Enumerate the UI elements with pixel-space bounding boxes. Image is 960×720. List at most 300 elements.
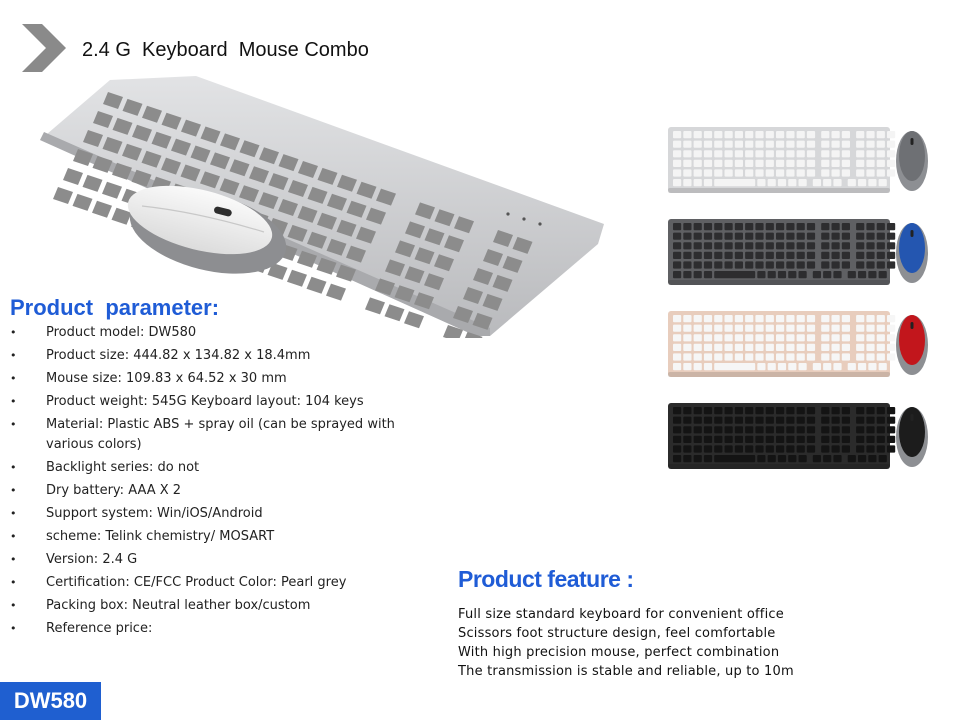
keycap <box>776 445 784 452</box>
keycap <box>745 353 753 360</box>
keycap <box>866 344 874 351</box>
keycap <box>735 325 743 332</box>
keycap <box>813 179 821 186</box>
keycap <box>856 325 864 332</box>
keycap <box>877 426 885 433</box>
keycap <box>704 169 712 176</box>
keycap <box>832 233 840 240</box>
parameter-item: • Material: Plastic ABS + spray oil (can be sprayed with various colors) <box>10 415 410 455</box>
keycap <box>866 445 874 452</box>
keycap <box>842 169 850 176</box>
keycap <box>694 436 702 443</box>
keycap <box>887 160 895 167</box>
keycap <box>887 150 895 157</box>
keycap <box>786 445 794 452</box>
keycap <box>725 325 733 332</box>
keycap <box>725 242 733 249</box>
keycap <box>832 141 840 148</box>
keycap <box>755 150 763 157</box>
keycap <box>83 175 103 192</box>
keycap <box>673 455 681 462</box>
keycap <box>768 455 776 462</box>
variant-dark-grey-image <box>666 216 930 288</box>
keycap <box>887 407 895 414</box>
keycap <box>757 363 765 370</box>
keycap <box>856 131 864 138</box>
keycap <box>694 261 702 268</box>
keycap <box>858 455 866 462</box>
keycap <box>704 179 712 186</box>
keycap <box>807 344 815 351</box>
keycap <box>866 436 874 443</box>
keycap <box>766 407 774 414</box>
keycap <box>683 315 691 322</box>
keycap <box>694 242 702 249</box>
keycap <box>745 261 753 268</box>
keycap <box>766 233 774 240</box>
keycap <box>799 179 807 186</box>
keycap <box>704 131 712 138</box>
keycap <box>832 261 840 268</box>
keycap <box>673 261 681 268</box>
keycap <box>683 233 691 240</box>
keycap <box>745 445 753 452</box>
keycap <box>786 417 794 424</box>
keycap <box>766 426 774 433</box>
variant-rose-gold-image <box>666 308 930 380</box>
keycap <box>714 315 722 322</box>
keycap <box>725 426 733 433</box>
keycap <box>832 169 840 176</box>
keycap <box>704 271 712 278</box>
keycap <box>856 334 864 341</box>
keycap <box>714 169 722 176</box>
keycap <box>856 344 864 351</box>
keycap <box>786 436 794 443</box>
keycap <box>776 436 784 443</box>
keycap <box>683 179 691 186</box>
keycap <box>799 455 807 462</box>
keycap <box>807 445 815 452</box>
keycap <box>683 436 691 443</box>
keycap <box>776 353 784 360</box>
keycap <box>683 141 691 148</box>
keycap <box>807 261 815 268</box>
parameter-item: • Version: 2.4 G <box>10 550 410 570</box>
keycap <box>755 417 763 424</box>
keycap <box>714 271 755 278</box>
keycap <box>807 315 815 322</box>
keycap <box>833 455 841 462</box>
keycap <box>714 131 722 138</box>
keycap <box>725 417 733 424</box>
keycap <box>683 261 691 268</box>
keycap <box>112 208 132 225</box>
keycap <box>786 334 794 341</box>
keycap <box>797 344 805 351</box>
keycap <box>755 242 763 249</box>
mouse-wheel <box>911 322 914 329</box>
keycap <box>807 242 815 249</box>
feature-list <box>458 605 794 681</box>
keycap <box>821 233 829 240</box>
keycap <box>776 242 784 249</box>
keycap <box>786 344 794 351</box>
keycap <box>725 445 733 452</box>
keycap <box>704 353 712 360</box>
keycap <box>673 233 681 240</box>
keycap <box>735 334 743 341</box>
keycap <box>866 252 874 259</box>
keycap <box>694 353 702 360</box>
keycap <box>868 363 876 370</box>
keycap <box>856 242 864 249</box>
keycap <box>714 417 722 424</box>
keycap <box>683 353 691 360</box>
keycap <box>832 315 840 322</box>
keycap <box>842 407 850 414</box>
keycap <box>766 169 774 176</box>
keycap <box>673 417 681 424</box>
keycap <box>842 150 850 157</box>
keycap <box>745 223 753 230</box>
keycap <box>877 344 885 351</box>
keycap <box>866 353 874 360</box>
keycap <box>797 169 805 176</box>
keycap <box>776 315 784 322</box>
keycap <box>842 160 850 167</box>
keycap <box>704 455 712 462</box>
keycap <box>821 169 829 176</box>
keycap <box>92 201 112 218</box>
keycap <box>832 150 840 157</box>
keycap <box>776 160 784 167</box>
keycap <box>887 242 895 249</box>
keycap <box>704 445 712 452</box>
keycap <box>755 353 763 360</box>
keycap <box>766 315 774 322</box>
keycap <box>755 426 763 433</box>
keycap <box>714 344 722 351</box>
keycap <box>848 271 856 278</box>
keycap <box>694 131 702 138</box>
keycap <box>307 277 327 294</box>
parameter-item: • Dry battery: AAA X 2 <box>10 481 410 501</box>
keycap <box>683 455 691 462</box>
keycap <box>823 179 831 186</box>
keycap <box>714 233 722 240</box>
keycap <box>797 233 805 240</box>
keycap <box>887 315 895 322</box>
keycap <box>725 334 733 341</box>
keycap <box>797 141 805 148</box>
keycap <box>856 169 864 176</box>
keycap <box>755 407 763 414</box>
keycap <box>735 169 743 176</box>
keycap <box>856 426 864 433</box>
keycap <box>683 334 691 341</box>
keycap <box>877 417 885 424</box>
keycap <box>745 325 753 332</box>
keycap <box>868 455 876 462</box>
keycap <box>833 271 841 278</box>
keycap <box>714 325 722 332</box>
parameter-item: • Backlight series: do not <box>10 458 410 478</box>
keycap <box>745 141 753 148</box>
keycap <box>868 271 876 278</box>
keycap <box>766 141 774 148</box>
keycap <box>673 344 681 351</box>
keycap <box>797 223 805 230</box>
keycap <box>807 252 815 259</box>
keycap <box>821 417 829 424</box>
keycap <box>842 344 850 351</box>
keycap <box>786 242 794 249</box>
keycap <box>786 150 794 157</box>
parameter-item: • scheme: Telink chemistry/ MOSART <box>10 527 410 547</box>
keycap <box>786 315 794 322</box>
keycap <box>694 179 702 186</box>
keycap <box>879 271 887 278</box>
keycap <box>807 160 815 167</box>
keycap <box>821 242 829 249</box>
keycap <box>683 150 691 157</box>
keycap <box>694 160 702 167</box>
keycap <box>704 334 712 341</box>
keycap <box>683 252 691 259</box>
keycap <box>766 417 774 424</box>
keycap <box>704 242 712 249</box>
keycap <box>766 150 774 157</box>
keycap <box>821 445 829 452</box>
keycap <box>821 426 829 433</box>
keycap <box>797 252 805 259</box>
parameter-list <box>10 323 410 642</box>
keycap <box>755 141 763 148</box>
keycap <box>704 407 712 414</box>
keycap <box>725 223 733 230</box>
keycap <box>714 179 755 186</box>
keycap <box>326 284 346 301</box>
keycap <box>683 271 691 278</box>
keycap <box>832 252 840 259</box>
keycap <box>877 242 885 249</box>
keycap <box>683 131 691 138</box>
keycap <box>704 325 712 332</box>
keycap <box>842 445 850 452</box>
keycap <box>842 417 850 424</box>
keycap <box>704 233 712 240</box>
keycap <box>714 426 722 433</box>
keycap <box>797 445 805 452</box>
keycap <box>887 334 895 341</box>
keycap <box>877 150 885 157</box>
variant-black-image <box>666 400 930 472</box>
keycap <box>766 436 774 443</box>
keycap <box>714 261 722 268</box>
keycap <box>694 455 702 462</box>
keycap <box>866 141 874 148</box>
keycap <box>694 344 702 351</box>
keycap <box>856 141 864 148</box>
keycap <box>735 417 743 424</box>
keycap <box>832 334 840 341</box>
keycap <box>776 407 784 414</box>
keycap <box>856 407 864 414</box>
keycap <box>877 353 885 360</box>
keycap <box>673 315 681 322</box>
keycap <box>887 417 895 424</box>
keycap <box>704 417 712 424</box>
model-badge: DW580 <box>0 682 101 720</box>
keycap <box>887 223 895 230</box>
keycap <box>856 436 864 443</box>
keycap <box>821 252 829 259</box>
keycap <box>858 363 866 370</box>
keycap <box>714 353 722 360</box>
keycap <box>866 150 874 157</box>
keycap <box>887 169 895 176</box>
keycap <box>673 141 681 148</box>
keycap <box>365 297 385 314</box>
keycap <box>866 233 874 240</box>
keycap <box>848 455 856 462</box>
keycap <box>766 160 774 167</box>
keycap <box>755 160 763 167</box>
keycap <box>786 325 794 332</box>
keycap <box>887 353 895 360</box>
keycap <box>786 141 794 148</box>
keycap <box>694 334 702 341</box>
keycap <box>842 252 850 259</box>
keycap <box>877 436 885 443</box>
keycap <box>776 261 784 268</box>
keycap <box>704 223 712 230</box>
keycap <box>745 242 753 249</box>
parameter-item: • Product size: 444.82 x 134.82 x 18.4mm <box>10 346 410 366</box>
keycap <box>745 344 753 351</box>
keycap <box>385 304 405 321</box>
keycap <box>866 334 874 341</box>
keycap <box>745 160 753 167</box>
keycap <box>63 168 83 185</box>
keycap <box>102 182 122 199</box>
keycap <box>877 141 885 148</box>
keycap <box>807 436 815 443</box>
keycap <box>755 445 763 452</box>
keycap <box>877 223 885 230</box>
keycap <box>832 131 840 138</box>
keycap <box>797 315 805 322</box>
keycap <box>786 160 794 167</box>
keycap <box>776 223 784 230</box>
keycap <box>797 407 805 414</box>
keycap <box>807 223 815 230</box>
keycap <box>735 426 743 433</box>
keycap <box>735 141 743 148</box>
keycap <box>704 261 712 268</box>
keycap <box>694 141 702 148</box>
keycap <box>778 271 786 278</box>
keycap <box>735 261 743 268</box>
keycap <box>858 179 866 186</box>
keycap <box>799 363 807 370</box>
keycap <box>807 169 815 176</box>
keycap <box>683 223 691 230</box>
keycap <box>766 325 774 332</box>
keycap <box>842 242 850 249</box>
keycap <box>821 344 829 351</box>
keycap <box>786 426 794 433</box>
parameter-item: • Product model: DW580 <box>10 323 410 343</box>
keycap <box>797 436 805 443</box>
keycap <box>735 160 743 167</box>
keycap <box>714 141 722 148</box>
keycap <box>797 160 805 167</box>
keycap <box>735 407 743 414</box>
keycap <box>887 445 895 452</box>
keycap <box>735 353 743 360</box>
keycap <box>704 150 712 157</box>
keycap <box>776 417 784 424</box>
keycap <box>694 426 702 433</box>
keycap <box>879 179 887 186</box>
keycap <box>877 407 885 414</box>
keycap <box>683 242 691 249</box>
keycap <box>788 363 796 370</box>
keycap <box>757 179 765 186</box>
keycap <box>887 436 895 443</box>
keycap <box>813 271 821 278</box>
chevron-arrow-icon <box>22 24 66 72</box>
keycap <box>807 407 815 414</box>
keycap <box>887 325 895 332</box>
keycap <box>866 160 874 167</box>
keycap <box>735 242 743 249</box>
keycap <box>842 141 850 148</box>
keycap <box>673 445 681 452</box>
keycap <box>673 179 681 186</box>
keycap <box>856 353 864 360</box>
keycap <box>866 315 874 322</box>
keycap <box>866 426 874 433</box>
keycap <box>735 223 743 230</box>
keycap <box>821 315 829 322</box>
keycap <box>704 160 712 167</box>
keycap <box>821 150 829 157</box>
keycap <box>683 417 691 424</box>
keycap <box>694 445 702 452</box>
keycap <box>735 445 743 452</box>
keycap <box>877 315 885 322</box>
keycap <box>856 252 864 259</box>
keycap <box>832 436 840 443</box>
keycap <box>714 436 722 443</box>
parameter-item: • Reference price: <box>10 619 410 639</box>
keycap <box>821 407 829 414</box>
keycap <box>856 233 864 240</box>
keycap <box>725 407 733 414</box>
keycap <box>797 131 805 138</box>
keycap <box>832 223 840 230</box>
keycap <box>766 131 774 138</box>
keycap <box>755 344 763 351</box>
keycap <box>683 407 691 414</box>
keycap <box>714 334 722 341</box>
keycap <box>821 223 829 230</box>
keycap <box>778 455 786 462</box>
keycap <box>757 455 765 462</box>
